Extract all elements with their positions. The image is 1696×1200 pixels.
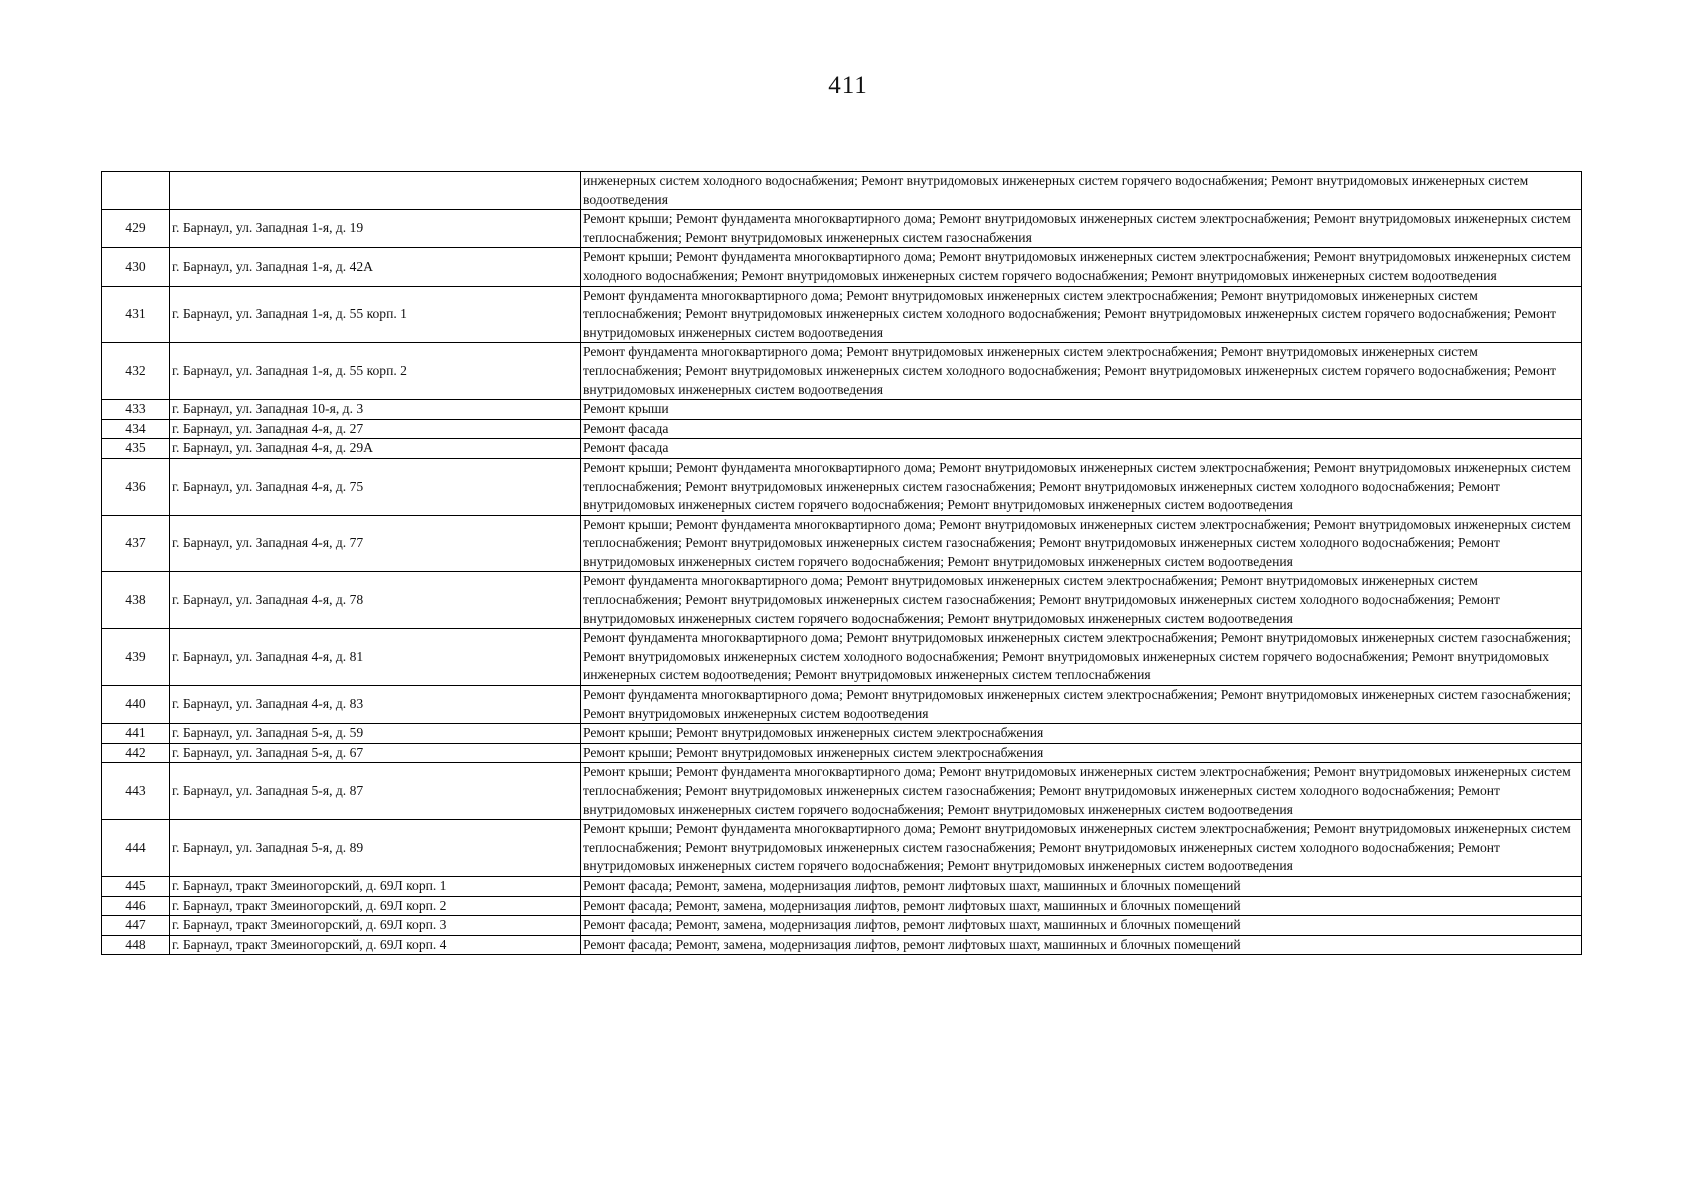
works-cell: Ремонт фундамента многоквартирного дома; Ремонт внутридомовых инженерных систем электроснабжения; Ремонт внутридомовых инженерных систем теплоснабжения; Ремонт внутридомовых инженерных систем холодного водоснабжения; Ремонт внутридомовых инженерных систем горячего водоснабжения; Ремонт внутридомовых инженерных систем водоотведения xyxy=(581,343,1582,400)
works-cell: Ремонт фасада xyxy=(581,439,1582,459)
table-row xyxy=(102,172,1582,210)
page-number: 411 xyxy=(828,72,868,99)
row-number: 446 xyxy=(102,896,170,916)
address-cell: г. Барнаул, ул. Западная 5-я, д. 89 xyxy=(170,820,581,877)
works-cell: инженерных систем холодного водоснабжения; Ремонт внутридомовых инженерных систем горячего водоснабжения; Ремонт внутридомовых инженерных систем водоотведения xyxy=(581,172,1582,210)
works-cell: Ремонт крыши; Ремонт фундамента многоквартирного дома; Ремонт внутридомовых инженерных систем электроснабжения; Ремонт внутридомовых инженерных систем теплоснабжения; Ремонт внутридомовых инженерных систем газоснабжения; Ремонт внутридомовых инженерных систем холодного водоснабжения; Ремонт внутридомовых инженерных систем горячего водоснабжения; Ремонт внутридомовых инженерных систем водоотведения xyxy=(581,515,1582,572)
address-cell: г. Барнаул, ул. Западная 4-я, д. 78 xyxy=(170,572,581,629)
table-row xyxy=(102,935,1582,955)
works-cell: Ремонт крыши; Ремонт внутридомовых инженерных систем электроснабжения xyxy=(581,743,1582,763)
row-number: 439 xyxy=(102,629,170,686)
table-row xyxy=(102,743,1582,763)
row-number: 445 xyxy=(102,876,170,896)
address-cell xyxy=(170,172,581,210)
address-cell: г. Барнаул, ул. Западная 1-я, д. 19 xyxy=(170,210,581,248)
table-row xyxy=(102,896,1582,916)
address-cell: г. Барнаул, ул. Западная 4-я, д. 29А xyxy=(170,439,581,459)
table-row xyxy=(102,248,1582,286)
row-number: 435 xyxy=(102,439,170,459)
row-number: 448 xyxy=(102,935,170,955)
row-number: 430 xyxy=(102,248,170,286)
table-row xyxy=(102,724,1582,744)
address-cell: г. Барнаул, ул. Западная 1-я, д. 55 корп. 2 xyxy=(170,343,581,400)
registry-body xyxy=(102,172,1582,955)
row-number: 444 xyxy=(102,820,170,877)
address-cell: г. Барнаул, ул. Западная 5-я, д. 67 xyxy=(170,743,581,763)
works-cell: Ремонт крыши; Ремонт фундамента многоквартирного дома; Ремонт внутридомовых инженерных систем электроснабжения; Ремонт внутридомовых инженерных систем теплоснабжения; Ремонт внутридомовых инженерных систем газоснабжения xyxy=(581,210,1582,248)
table-row xyxy=(102,820,1582,877)
table-row xyxy=(102,876,1582,896)
table-row xyxy=(102,210,1582,248)
repair-registry-table xyxy=(101,171,1582,955)
row-number: 441 xyxy=(102,724,170,744)
works-cell: Ремонт крыши; Ремонт фундамента многоквартирного дома; Ремонт внутридомовых инженерных систем электроснабжения; Ремонт внутридомовых инженерных систем теплоснабжения; Ремонт внутридомовых инженерных систем газоснабжения; Ремонт внутридомовых инженерных систем холодного водоснабжения; Ремонт внутридомовых инженерных систем горячего водоснабжения; Ремонт внутридомовых инженерных систем водоотведения xyxy=(581,763,1582,820)
address-cell: г. Барнаул, тракт Змеиногорский, д. 69Л корп. 2 xyxy=(170,896,581,916)
address-cell: г. Барнаул, ул. Западная 4-я, д. 81 xyxy=(170,629,581,686)
table-row xyxy=(102,343,1582,400)
row-number: 434 xyxy=(102,419,170,439)
row-number: 443 xyxy=(102,763,170,820)
row-number xyxy=(102,172,170,210)
row-number: 436 xyxy=(102,458,170,515)
table-row xyxy=(102,515,1582,572)
table-row xyxy=(102,458,1582,515)
works-cell: Ремонт крыши xyxy=(581,400,1582,420)
table-row xyxy=(102,572,1582,629)
works-cell: Ремонт фасада xyxy=(581,419,1582,439)
works-cell: Ремонт фундамента многоквартирного дома; Ремонт внутридомовых инженерных систем электроснабжения; Ремонт внутридомовых инженерных систем теплоснабжения; Ремонт внутридомовых инженерных систем холодного водоснабжения; Ремонт внутридомовых инженерных систем горячего водоснабжения; Ремонт внутридомовых инженерных систем водоотведения xyxy=(581,286,1582,343)
table-row xyxy=(102,419,1582,439)
works-cell: Ремонт крыши; Ремонт фундамента многоквартирного дома; Ремонт внутридомовых инженерных систем электроснабжения; Ремонт внутридомовых инженерных систем холодного водоснабжения; Ремонт внутридомовых инженерных систем горячего водоснабжения; Ремонт внутридомовых инженерных систем водоотведения xyxy=(581,248,1582,286)
works-cell: Ремонт фасада; Ремонт, замена, модернизация лифтов, ремонт лифтовых шахт, машинных и блочных помещений xyxy=(581,896,1582,916)
row-number: 440 xyxy=(102,686,170,724)
address-cell: г. Барнаул, ул. Западная 5-я, д. 87 xyxy=(170,763,581,820)
works-cell: Ремонт фасада; Ремонт, замена, модернизация лифтов, ремонт лифтовых шахт, машинных и блочных помещений xyxy=(581,916,1582,936)
table-row xyxy=(102,629,1582,686)
table-row xyxy=(102,400,1582,420)
address-cell: г. Барнаул, ул. Западная 1-я, д. 42А xyxy=(170,248,581,286)
works-cell: Ремонт фасада; Ремонт, замена, модернизация лифтов, ремонт лифтовых шахт, машинных и блочных помещений xyxy=(581,876,1582,896)
works-cell: Ремонт фасада; Ремонт, замена, модернизация лифтов, ремонт лифтовых шахт, машинных и блочных помещений xyxy=(581,935,1582,955)
row-number: 432 xyxy=(102,343,170,400)
address-cell: г. Барнаул, ул. Западная 4-я, д. 77 xyxy=(170,515,581,572)
address-cell: г. Барнаул, ул. Западная 4-я, д. 83 xyxy=(170,686,581,724)
address-cell: г. Барнаул, ул. Западная 1-я, д. 55 корп. 1 xyxy=(170,286,581,343)
works-cell: Ремонт фундамента многоквартирного дома; Ремонт внутридомовых инженерных систем электроснабжения; Ремонт внутридомовых инженерных систем теплоснабжения; Ремонт внутридомовых инженерных систем газоснабжения; Ремонт внутридомовых инженерных систем холодного водоснабжения; Ремонт внутридомовых инженерных систем горячего водоснабжения; Ремонт внутридомовых инженерных систем водоотведения xyxy=(581,572,1582,629)
works-cell: Ремонт фундамента многоквартирного дома; Ремонт внутридомовых инженерных систем электроснабжения; Ремонт внутридомовых инженерных систем газоснабжения; Ремонт внутридомовых инженерных систем холодного водоснабжения; Ремонт внутридомовых инженерных систем горячего водоснабжения; Ремонт внутридомовых инженерных систем водоотведения; Ремонт внутридомовых инженерных систем теплоснабжения xyxy=(581,629,1582,686)
works-cell: Ремонт крыши; Ремонт фундамента многоквартирного дома; Ремонт внутридомовых инженерных систем электроснабжения; Ремонт внутридомовых инженерных систем теплоснабжения; Ремонт внутридомовых инженерных систем газоснабжения; Ремонт внутридомовых инженерных систем холодного водоснабжения; Ремонт внутридомовых инженерных систем горячего водоснабжения; Ремонт внутридомовых инженерных систем водоотведения xyxy=(581,820,1582,877)
row-number: 442 xyxy=(102,743,170,763)
table-row xyxy=(102,916,1582,936)
row-number: 431 xyxy=(102,286,170,343)
works-cell: Ремонт фундамента многоквартирного дома; Ремонт внутридомовых инженерных систем электроснабжения; Ремонт внутридомовых инженерных систем газоснабжения; Ремонт внутридомовых инженерных систем водоотведения xyxy=(581,686,1582,724)
address-cell: г. Барнаул, ул. Западная 10-я, д. 3 xyxy=(170,400,581,420)
table-row xyxy=(102,286,1582,343)
works-cell: Ремонт крыши; Ремонт внутридомовых инженерных систем электроснабжения xyxy=(581,724,1582,744)
address-cell: г. Барнаул, тракт Змеиногорский, д. 69Л корп. 3 xyxy=(170,916,581,936)
row-number: 438 xyxy=(102,572,170,629)
row-number: 437 xyxy=(102,515,170,572)
row-number: 429 xyxy=(102,210,170,248)
address-cell: г. Барнаул, тракт Змеиногорский, д. 69Л корп. 1 xyxy=(170,876,581,896)
address-cell: г. Барнаул, тракт Змеиногорский, д. 69Л корп. 4 xyxy=(170,935,581,955)
row-number: 433 xyxy=(102,400,170,420)
row-number: 447 xyxy=(102,916,170,936)
table-row xyxy=(102,439,1582,459)
address-cell: г. Барнаул, ул. Западная 4-я, д. 27 xyxy=(170,419,581,439)
table-row xyxy=(102,686,1582,724)
address-cell: г. Барнаул, ул. Западная 5-я, д. 59 xyxy=(170,724,581,744)
table-row xyxy=(102,763,1582,820)
works-cell: Ремонт крыши; Ремонт фундамента многоквартирного дома; Ремонт внутридомовых инженерных систем электроснабжения; Ремонт внутридомовых инженерных систем теплоснабжения; Ремонт внутридомовых инженерных систем газоснабжения; Ремонт внутридомовых инженерных систем холодного водоснабжения; Ремонт внутридомовых инженерных систем горячего водоснабжения; Ремонт внутридомовых инженерных систем водоотведения xyxy=(581,458,1582,515)
address-cell: г. Барнаул, ул. Западная 4-я, д. 75 xyxy=(170,458,581,515)
